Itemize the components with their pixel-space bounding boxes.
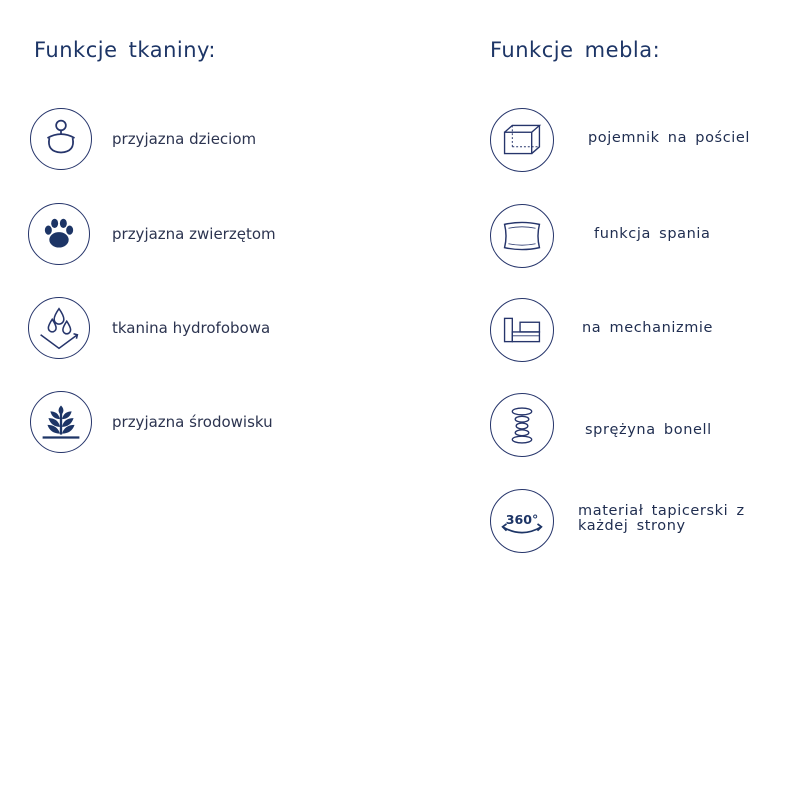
feature-label: przyjazna dzieciom: [112, 130, 257, 148]
feature-label: sprężyna bonell: [585, 422, 712, 438]
feature-label: tkanina hydrofobowa: [112, 319, 271, 337]
pacifier-icon: [30, 108, 92, 170]
pillow-icon: [490, 204, 554, 268]
fabric-heading: Funkcje tkaniny:: [34, 38, 217, 62]
feature-label: przyjazna zwierzętom: [112, 225, 276, 243]
spring-icon: [490, 393, 554, 457]
furniture-heading: Funkcje mebla:: [490, 38, 661, 62]
water-drops-icon: [28, 297, 90, 359]
mechanism-icon: [490, 298, 554, 362]
feature-label: na mechanizmie: [582, 320, 714, 336]
feature-label: funkcja spania: [594, 226, 711, 242]
paw-icon: [28, 203, 90, 265]
rotate-360-icon: [490, 489, 554, 553]
feature-label: pojemnik na pościel: [588, 130, 751, 146]
feature-label: materiał tapicerski z każdej strony: [578, 503, 745, 534]
feature-label: przyjazna środowisku: [112, 413, 273, 431]
plant-icon: [30, 391, 92, 453]
badge-360-text: 360°: [505, 511, 539, 527]
storage-box-icon: [490, 108, 554, 172]
